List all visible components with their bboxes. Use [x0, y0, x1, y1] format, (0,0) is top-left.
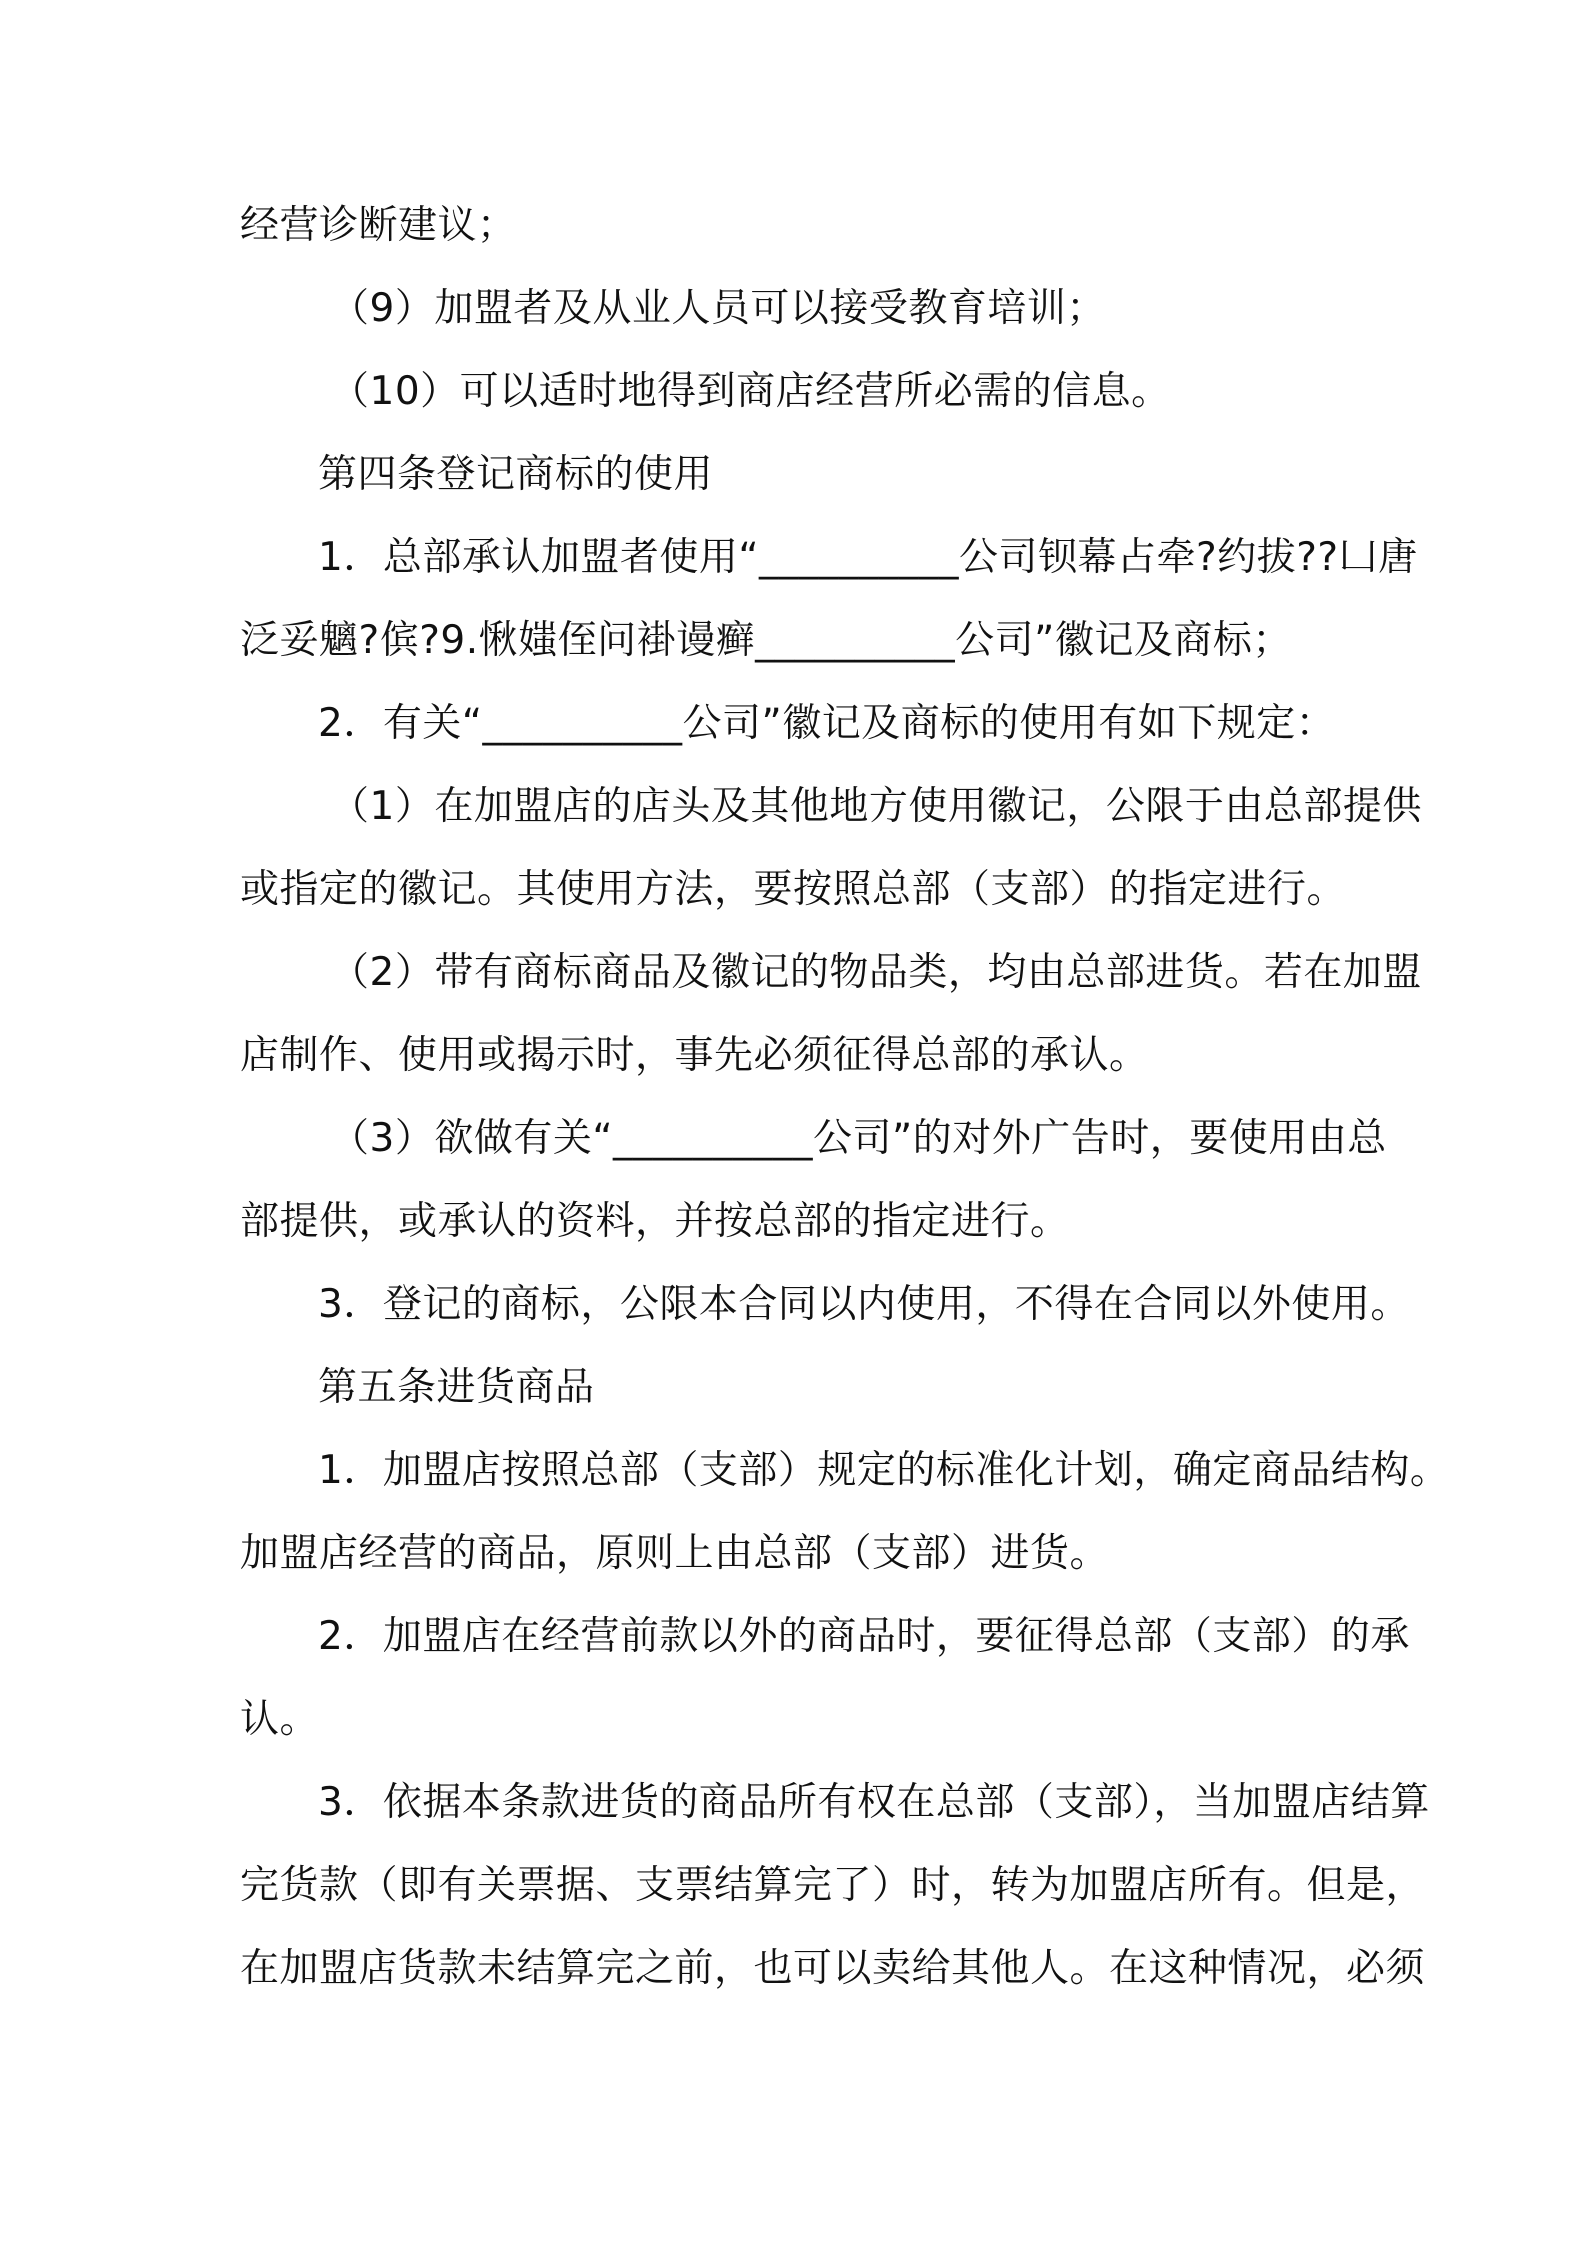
text-line: 3．依据本条款进货的商品所有权在总部（支部），当加盟店结算 [318, 1780, 1430, 1825]
article-heading: 第五条进货商品 [318, 1365, 595, 1410]
text-line: （2）带有商标商品及徽记的物品类，均由总部进货。若在加盟 [330, 950, 1422, 995]
text-line: 店制作、使用或揭示时，事先必须征得总部的承认。 [240, 1033, 1149, 1078]
text-line: （3）欲做有关“__________公司”的对外广告时，要使用由总 [330, 1116, 1387, 1161]
text-line: 加盟店经营的商品，原则上由总部（支部）进货。 [240, 1531, 1110, 1576]
text-line: 泛妥魑?傧?9.愀媸侄问褂谩癣__________公司”徽记及商标； [240, 618, 1292, 663]
text-line: 完货款（即有关票据、支票结算完了）时，转为加盟店所有。但是， [240, 1863, 1426, 1908]
text-line: 或指定的徽记。其使用方法，要按照总部（支部）的指定进行。 [240, 867, 1347, 912]
text-line: （10）可以适时地得到商店经营所必需的信息。 [330, 369, 1171, 414]
text-line: 2．有关“__________公司”徽记及商标的使用有如下规定： [318, 701, 1336, 746]
text-line: （1）在加盟店的店头及其他地方使用徽记，公限于由总部提供 [330, 784, 1422, 829]
text-line: 2．加盟店在经营前款以外的商品时，要征得总部（支部）的承 [318, 1614, 1410, 1659]
text-line: 在加盟店货款未结算完之前，也可以卖给其他人。在这种情况，必须 [240, 1946, 1426, 1991]
text-line: 3．登记的商标，公限本合同以内使用，不得在合同以外使用。 [318, 1282, 1410, 1327]
text-line: 经营诊断建议； [240, 203, 517, 248]
text-line: （9）加盟者及从业人员可以接受教育培训； [330, 286, 1106, 331]
text-line: 1．总部承认加盟者使用“__________公司钡幕占牵?约拔??凵唐 [318, 535, 1418, 580]
text-line: 部提供，或承认的资料，并按总部的指定进行。 [240, 1199, 1070, 1244]
text-line: 1．加盟店按照总部（支部）规定的标准化计划，确定商品结构。 [318, 1448, 1450, 1493]
text-line: 认。 [240, 1697, 320, 1742]
article-heading: 第四条登记商标的使用 [318, 452, 714, 497]
document-body [240, 195, 1450, 2021]
